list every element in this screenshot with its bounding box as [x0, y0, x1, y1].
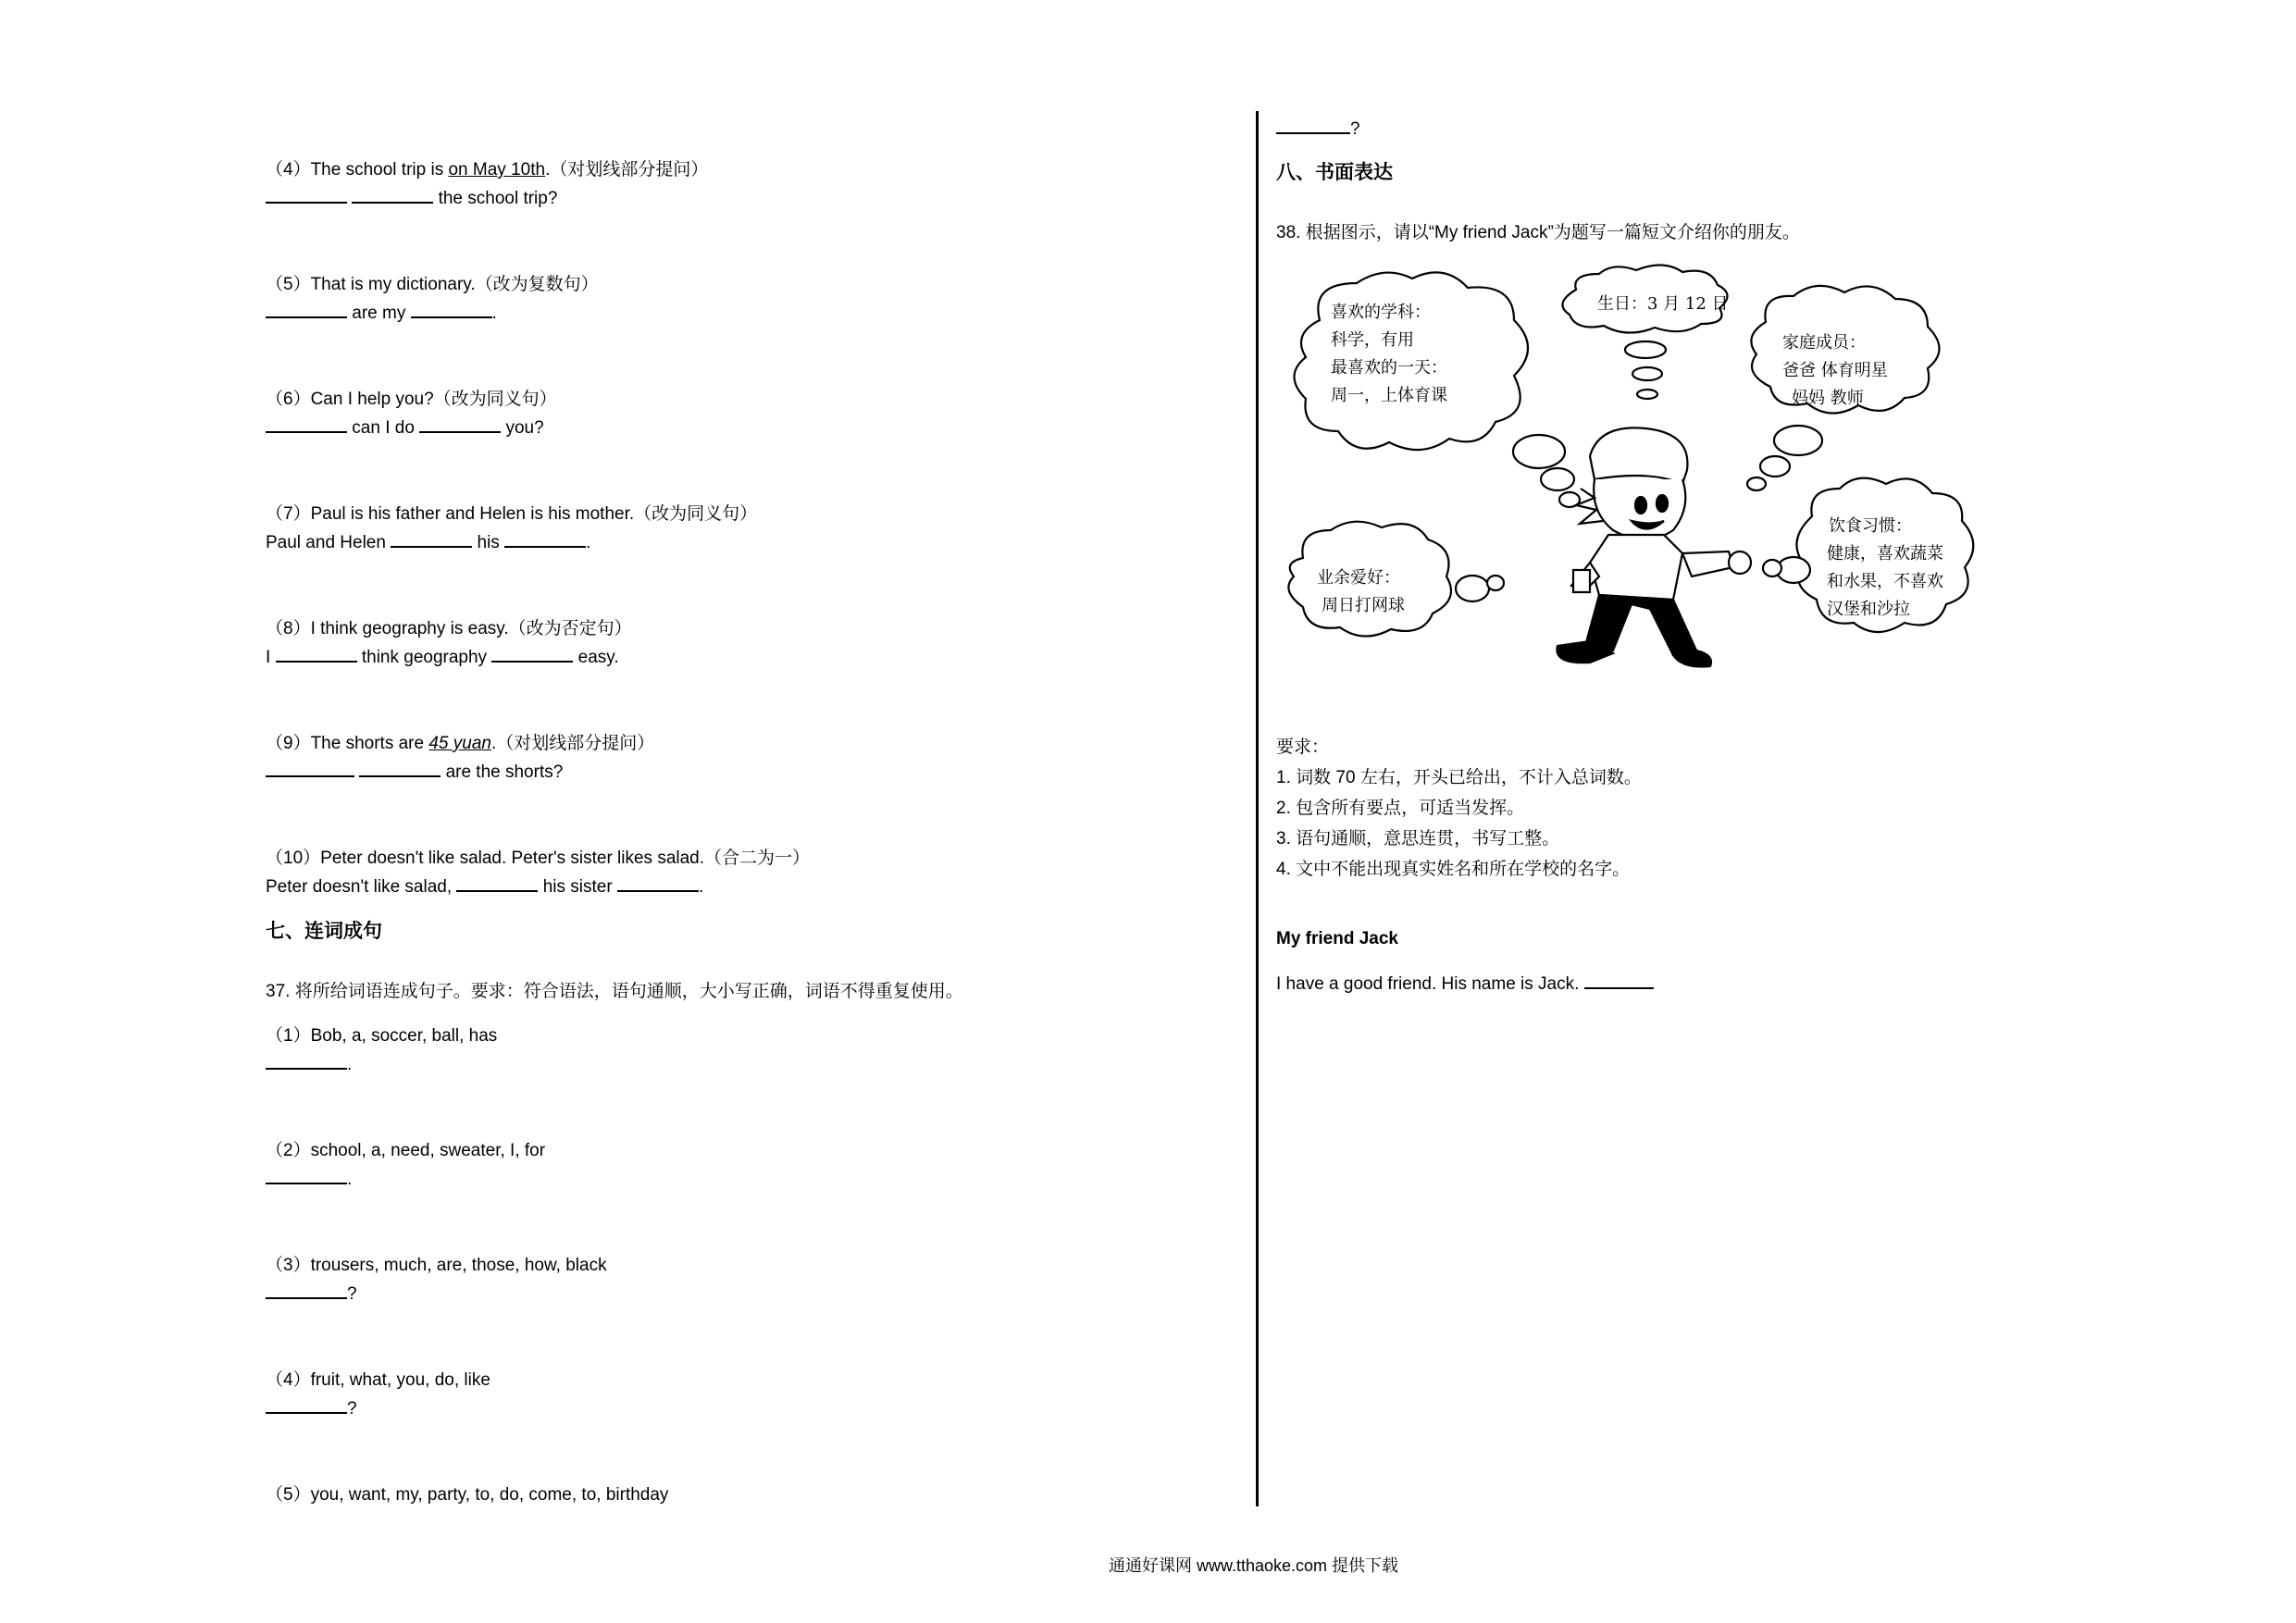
cloud-diet-line-1: 饮食习惯： — [1829, 516, 1912, 536]
answer-line-4: the school trip? — [266, 186, 557, 209]
sentence-5: （5）you, want, my, party, to, do, come, to, birthday — [266, 1485, 669, 1505]
question-38-intro: 38. 根据图示，请以“My friend Jack”为题写一篇短文介绍你的朋友。 — [1276, 223, 1800, 242]
cloud-hobby-line-1: 业余爱好： — [1317, 568, 1400, 588]
blank[interactable] — [266, 1282, 347, 1299]
blank[interactable] — [617, 874, 699, 892]
blank[interactable] — [266, 415, 347, 433]
blank[interactable] — [266, 760, 354, 777]
blank[interactable] — [1276, 117, 1350, 134]
answer-line-9: are the shorts? — [266, 760, 563, 783]
question-6: （6）Can I help you?（改为同义句） — [266, 390, 557, 409]
cloud-diet-line-3: 和水果，不喜欢 — [1827, 572, 1943, 591]
blank[interactable] — [359, 760, 441, 777]
sentence-2-answer: . — [266, 1167, 352, 1190]
question-7: （7）Paul is his father and Helen is his mother.（改为同义句） — [266, 504, 758, 524]
requirements-title: 要求： — [1276, 737, 1330, 757]
cloud-hobby-line-2: 周日打网球 — [1322, 596, 1405, 615]
sentence-3-answer: ? — [266, 1282, 357, 1305]
question-37-intro: 37. 将所给词语连成句子。要求：符合语法，语句通顺，大小写正确，词语不得重复使用。 — [266, 982, 963, 1001]
blank[interactable] — [266, 1052, 347, 1070]
blank[interactable] — [266, 301, 347, 318]
blank[interactable] — [352, 186, 433, 204]
jack-illustration — [1275, 257, 2006, 711]
cloud-diet-line-2: 健康，喜欢蔬菜 — [1827, 544, 1943, 564]
question-10: （10）Peter doesn't like salad. Peter's sister likes salad.（合二为一） — [266, 849, 811, 868]
cloud-subject-line-4: 周一，上体育课 — [1331, 386, 1447, 405]
column-divider — [1256, 111, 1259, 1506]
blank[interactable] — [419, 415, 501, 433]
answer-line-8: I think geography easy. — [266, 645, 619, 668]
cloud-subject-line-1: 喜欢的学科： — [1331, 303, 1431, 322]
requirement-3: 3. 语句通顺，意思连贯，书写工整。 — [1276, 829, 1560, 849]
cloud-diet-line-4: 汉堡和沙拉 — [1827, 600, 1910, 619]
blank[interactable] — [266, 186, 347, 204]
requirement-4: 4. 文中不能出现真实姓名和所在学校的名字。 — [1276, 860, 1631, 879]
requirement-2: 2. 包含所有要点，可适当发挥。 — [1276, 799, 1525, 818]
cloud-birthday-text: 生日：3 月 12 日 — [1597, 294, 1729, 314]
essay-title: My friend Jack — [1276, 929, 1398, 948]
blank[interactable] — [266, 1167, 347, 1184]
boy-figure — [1557, 427, 1751, 666]
question-5: （5）That is my dictionary.（改为复数句） — [266, 275, 599, 294]
sentence-4: （4）fruit, what, you, do, like — [266, 1370, 490, 1390]
blank[interactable] — [266, 1396, 347, 1414]
cloud-family-line-1: 家庭成员： — [1782, 333, 1866, 353]
question-9: （9）The shorts are 45 yuan.（对划线部分提问） — [266, 734, 655, 753]
blank[interactable] — [276, 645, 357, 663]
section-8-title: 八、书面表达 — [1276, 162, 1393, 183]
answer-line-5: are my . — [266, 301, 497, 324]
question-8: （8）I think geography is easy.（改为否定句） — [266, 619, 632, 638]
sentence-1: （1）Bob, a, soccer, ball, has — [266, 1026, 498, 1046]
footer-text: 通通好课网 www.tthaoke.com 提供下载 — [1109, 1556, 1399, 1575]
section-7-title: 七、连词成句 — [266, 921, 382, 942]
blank[interactable] — [456, 874, 538, 892]
cloud-subject-line-2: 科学，有用 — [1331, 330, 1414, 350]
answer-line-6: can I do you? — [266, 415, 544, 439]
question-4: （4）The school trip is on May 10th.（对划线部分提问） — [266, 160, 709, 180]
requirement-1: 1. 词数 70 左右，开头已给出，不计入总词数。 — [1276, 768, 1642, 787]
blank[interactable] — [491, 645, 573, 663]
answer-line-10: Peter doesn't like salad, his sister . — [266, 874, 703, 898]
cloud-family-line-2: 爸爸 体育明星 — [1782, 361, 1888, 380]
sentence-2: （2）school, a, need, sweater, I, for — [266, 1141, 546, 1160]
continuation-line: ? — [1276, 117, 1360, 140]
blank[interactable] — [411, 301, 492, 318]
sentence-3: （3）trousers, much, are, those, how, black — [266, 1256, 607, 1275]
cloud-subject-line-3: 最喜欢的一天： — [1331, 358, 1447, 378]
blank[interactable] — [1584, 972, 1654, 989]
sentence-1-answer: . — [266, 1052, 352, 1075]
cloud-family-line-3: 妈妈 教师 — [1792, 389, 1864, 408]
answer-line-7: Paul and Helen his . — [266, 530, 590, 553]
sentence-4-answer: ? — [266, 1396, 357, 1419]
blank[interactable] — [504, 530, 586, 548]
essay-start: I have a good friend. His name is Jack. — [1276, 972, 1654, 995]
blank[interactable] — [391, 530, 472, 548]
